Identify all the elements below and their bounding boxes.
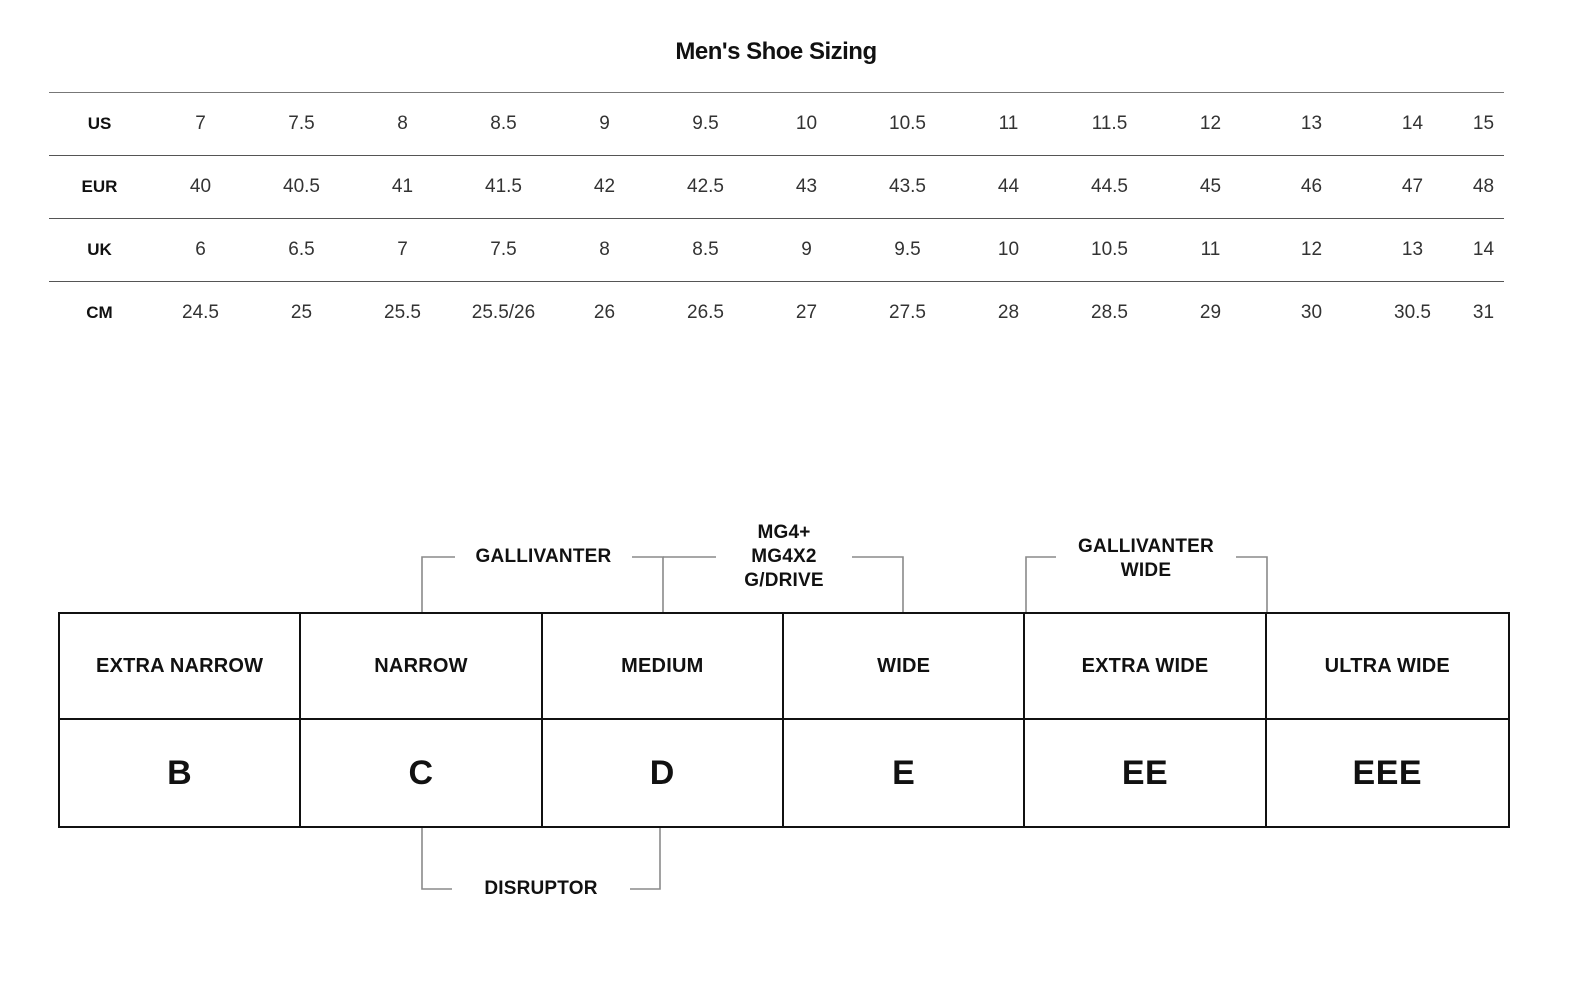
size-cell: 7 xyxy=(195,113,206,134)
size-cell: 25.5 xyxy=(384,302,421,324)
width-code-cell xyxy=(301,720,542,826)
size-cell: 27.5 xyxy=(889,302,926,324)
size-cell: 8 xyxy=(397,113,408,134)
width-name-cell xyxy=(784,614,1025,720)
size-cell: 6.5 xyxy=(288,239,315,260)
size-cell: 11.5 xyxy=(1091,113,1128,134)
size-conversion-table xyxy=(49,92,1504,345)
model-label-mg4 xyxy=(716,521,852,593)
width-code: EE xyxy=(1121,753,1169,792)
size-cell: 12 xyxy=(1300,239,1323,260)
size-cell: 47 xyxy=(1401,176,1424,197)
width-code-cell xyxy=(1025,720,1266,826)
width-code: EEE xyxy=(1352,753,1423,792)
width-name: WIDE xyxy=(877,654,931,677)
size-row-eur xyxy=(49,156,1504,219)
width-name-cell xyxy=(1025,614,1266,720)
row-label: CM xyxy=(86,303,113,323)
size-cell: 42 xyxy=(593,176,616,197)
size-cell: 9.5 xyxy=(894,239,921,260)
size-cell: 15 xyxy=(1472,113,1495,134)
model-label-line: MG4X2 xyxy=(751,546,817,567)
size-cell: 42.5 xyxy=(687,176,724,197)
width-code: E xyxy=(892,753,916,792)
row-label: US xyxy=(87,114,112,133)
model-label-disruptor xyxy=(452,877,630,901)
size-cell: 29 xyxy=(1199,302,1222,324)
size-cell: 14 xyxy=(1472,239,1495,260)
model-label-line: WIDE xyxy=(1120,560,1172,581)
size-row-us xyxy=(49,93,1504,156)
size-cell: 11 xyxy=(1200,239,1221,260)
model-label-line: GALLIVANTER xyxy=(1078,536,1214,557)
width-name: EXTRA NARROW xyxy=(96,654,264,677)
size-cell: 46 xyxy=(1300,176,1323,197)
page-title: Men's Shoe Sizing xyxy=(675,38,877,65)
size-cell: 10.5 xyxy=(889,113,926,134)
size-cell: 9.5 xyxy=(692,113,719,134)
model-label-line: DISRUPTOR xyxy=(484,878,598,899)
size-cell: 8.5 xyxy=(490,113,517,134)
row-label: EUR xyxy=(81,177,118,196)
row-label: UK xyxy=(87,240,112,259)
model-label-line: G/DRIVE xyxy=(744,570,824,591)
size-row-uk xyxy=(49,219,1504,282)
width-code-cell xyxy=(784,720,1025,826)
width-code-cell xyxy=(543,720,784,826)
size-cell: 7 xyxy=(397,239,408,260)
width-name: EXTRA WIDE xyxy=(1081,654,1209,677)
size-cell: 28 xyxy=(997,302,1020,324)
size-cell: 10 xyxy=(795,113,818,134)
model-label-line: GALLIVANTER xyxy=(475,546,612,567)
width-code-cell xyxy=(1267,720,1508,826)
size-cell: 28.5 xyxy=(1091,302,1128,324)
width-name-cell xyxy=(543,614,784,720)
size-cell: 6 xyxy=(195,239,206,260)
width-name-cell xyxy=(60,614,301,720)
size-cell: 9 xyxy=(801,239,812,260)
size-cell: 12 xyxy=(1199,113,1222,134)
size-cell: 41.5 xyxy=(485,176,522,197)
size-cell: 26 xyxy=(593,302,616,324)
model-label-gallivanter xyxy=(455,545,632,569)
width-name: ULTRA WIDE xyxy=(1324,654,1450,677)
size-cell: 48 xyxy=(1472,176,1495,197)
size-cell: 13 xyxy=(1401,239,1424,260)
size-cell: 27 xyxy=(795,302,818,324)
size-cell: 44.5 xyxy=(1091,176,1128,197)
size-cell: 31 xyxy=(1472,302,1495,324)
width-name: NARROW xyxy=(374,654,468,677)
size-cell: 44 xyxy=(997,176,1020,197)
size-cell: 26.5 xyxy=(687,302,724,324)
width-name-cell xyxy=(301,614,542,720)
size-cell: 7.5 xyxy=(288,113,315,134)
width-name-cell xyxy=(1267,614,1508,720)
size-cell: 9 xyxy=(599,113,610,134)
width-code-cell xyxy=(60,720,301,826)
size-cell: 8 xyxy=(599,239,610,260)
size-cell: 10 xyxy=(997,239,1020,260)
size-cell: 25.5/26 xyxy=(471,302,536,324)
size-cell: 14 xyxy=(1401,113,1424,134)
size-row-cm xyxy=(49,282,1504,345)
width-code: C xyxy=(408,753,434,792)
size-cell: 40.5 xyxy=(283,176,320,197)
width-code: D xyxy=(649,753,675,792)
model-label-line: MG4+ xyxy=(757,522,811,543)
size-cell: 30 xyxy=(1300,302,1323,324)
size-cell: 30.5 xyxy=(1394,302,1431,324)
size-cell: 43.5 xyxy=(889,176,926,197)
width-code: B xyxy=(167,753,193,792)
size-cell: 43 xyxy=(795,176,818,197)
size-cell: 8.5 xyxy=(692,239,719,260)
model-label-gallivanter-wide xyxy=(1056,535,1236,583)
size-cell: 45 xyxy=(1199,176,1222,197)
size-cell: 41 xyxy=(391,176,414,197)
width-grid xyxy=(58,612,1510,828)
size-cell: 7.5 xyxy=(490,239,517,260)
size-cell: 24.5 xyxy=(182,302,219,324)
size-cell: 40 xyxy=(189,176,212,197)
size-cell: 13 xyxy=(1300,113,1323,134)
size-cell: 10.5 xyxy=(1091,239,1128,260)
width-name: MEDIUM xyxy=(621,654,704,677)
size-cell: 25 xyxy=(290,302,313,324)
size-cell: 11 xyxy=(998,113,1019,134)
